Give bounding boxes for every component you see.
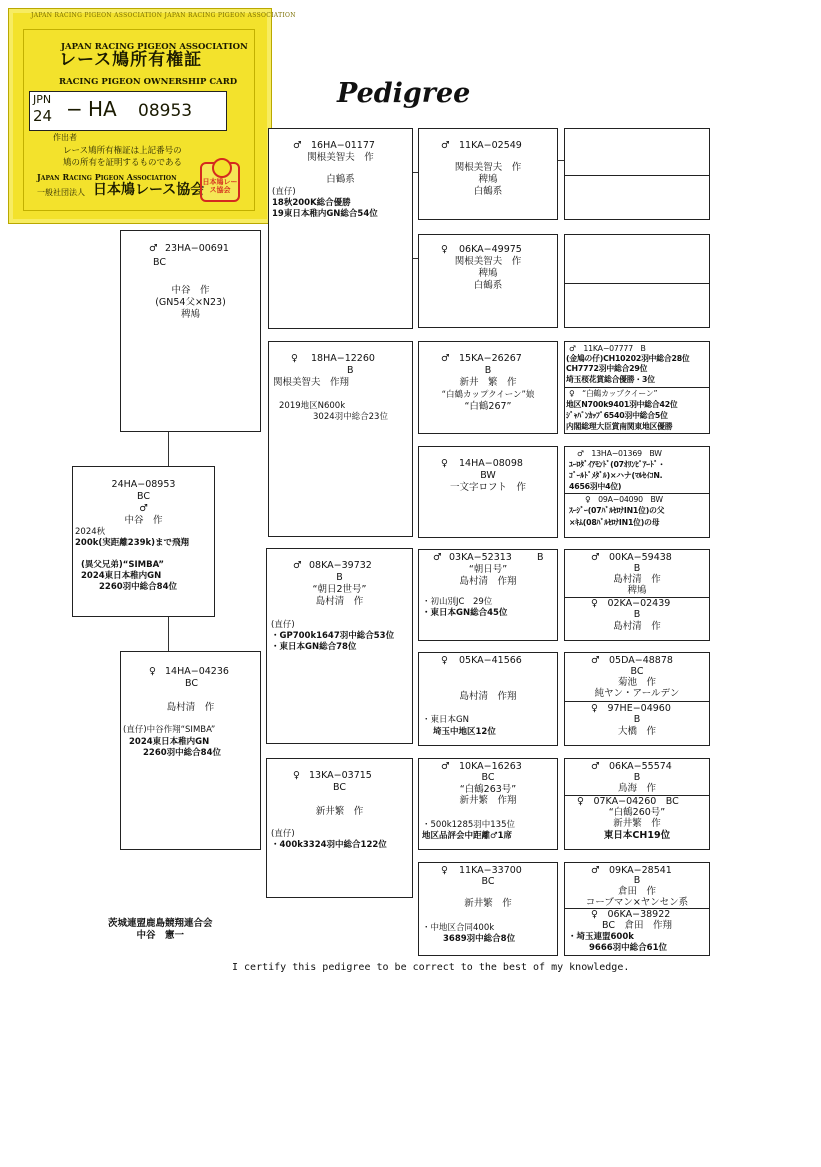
- g3-5-note: ・初山別JC 29位: [422, 597, 493, 607]
- g4-6-line: ♀ 97HE−04960: [591, 703, 671, 714]
- dam-note: 2260羽中総合84位: [143, 748, 221, 758]
- dam-sex: ♀: [149, 666, 156, 677]
- sire-box: [120, 230, 261, 432]
- card-issuer-label: 作出者: [53, 133, 77, 142]
- g2-box-4: [266, 758, 413, 898]
- g4-7-line: ♀ 07KA−04260 BC: [577, 796, 679, 807]
- connector-sire-subject: [168, 432, 169, 466]
- g3-4-breeder: 一文字ロフト 作: [449, 482, 526, 493]
- g3-3-breeder: 新井 繁 作: [459, 377, 517, 388]
- g4-box-4: [564, 446, 710, 538]
- card-assoc-en: JAPAN RACING PIGEON ASSOCIATION: [61, 42, 248, 52]
- card-title-en: RACING PIGEON OWNERSHIP CARD: [59, 77, 238, 87]
- g4-7-line: “白鶴260号”: [608, 807, 666, 818]
- dam-breeder: 島村清 作: [166, 702, 215, 713]
- g4-7-line: B: [633, 772, 641, 783]
- g2-3-note: (直仔): [271, 620, 295, 630]
- card-notice-line1: レース鳩所有権証は上記番号の: [63, 146, 182, 156]
- g3-6-ring: 05KA−41566: [459, 655, 522, 666]
- subject-note: (異父兄弟)“SIMBA”: [81, 560, 164, 570]
- dam-note: 2024東日本稚内GN: [129, 737, 210, 747]
- g2-3-breeder: 島村清 作: [315, 596, 364, 607]
- g4-4-line: ♂ 13HA−01369 BW: [577, 449, 662, 458]
- sire-sex: ♂: [149, 243, 158, 254]
- sire-color: BC: [153, 257, 166, 268]
- g2-1-breeder: 関根美智夫 作: [307, 152, 374, 163]
- g4-8-line: ・埼玉連盟600k: [568, 932, 634, 942]
- g4-box-3: [564, 341, 710, 434]
- connector-g3-g4: [557, 160, 564, 161]
- signature-block: [108, 918, 213, 942]
- g3-8-note: 3689羽中総合8位: [443, 934, 516, 944]
- g2-4-note: (直仔): [271, 829, 295, 839]
- g2-4-sex: ♀: [293, 770, 300, 781]
- g4-4-line: 4656羽中4位): [569, 482, 622, 491]
- g2-1-note: 19東日本稚内GN総合54位: [272, 209, 378, 219]
- sire-pair: (GN54父×N23): [155, 297, 226, 308]
- g4-7-line: 新井繁 作: [613, 818, 661, 829]
- g4-6-line: 菊池 作: [617, 677, 656, 688]
- connector-subject-dam: [168, 617, 169, 651]
- certification-statement: I certify this pedigree to be correct to the best of my knowledge.: [232, 962, 630, 973]
- g3-2-ring: 06KA−49975: [459, 244, 522, 255]
- g3-4-color: BW: [480, 470, 496, 481]
- g3-box-8: [418, 862, 558, 956]
- g3-8-ring: 11KA−33700: [459, 865, 522, 876]
- ring-number-box: [29, 91, 227, 131]
- g2-1-note: 18秋200K総合優勝: [272, 198, 351, 208]
- g4-8-line: コーブマン×ヤンセン系: [585, 897, 689, 908]
- g3-7-ring: 10KA−16263: [459, 761, 522, 772]
- g3-6-note: ・東日本GN: [422, 715, 469, 725]
- card-assoc-jp: 日本鳩レース協会: [93, 182, 205, 198]
- g4-2-divider: [565, 283, 709, 284]
- g2-3-color: B: [336, 572, 343, 583]
- g3-2-strain: 稗鳩: [478, 268, 498, 279]
- g3-6-sex: ♀: [441, 655, 448, 666]
- subject-sex: ♂: [139, 503, 148, 514]
- g4-8-line: B: [633, 875, 641, 886]
- g3-box-3: [418, 341, 558, 434]
- g4-6-line: 純ヤン・アールデン: [594, 688, 680, 699]
- g4-5-line: B: [633, 563, 641, 574]
- g4-5-line: 稗鳩: [627, 585, 647, 596]
- g2-box-3: [266, 548, 413, 744]
- g3-box-5: [418, 549, 558, 641]
- g4-box-5: [564, 549, 710, 641]
- g3-6-breeder: 島村清 作翔: [459, 691, 517, 702]
- g3-2-strain2: 白鶴系: [473, 280, 503, 291]
- g4-8-line: ♀ 06KA−38922: [591, 909, 671, 920]
- g3-3-color: B: [484, 365, 492, 376]
- dam-ring: 14HA−04236: [165, 666, 229, 677]
- subject-note: 2260羽中総合84位: [99, 582, 177, 592]
- g4-3-line: 地区N700k9401羽中総合42位: [566, 400, 678, 409]
- g3-7-breeder: 新井繁 作翔: [459, 795, 517, 806]
- subject-box: [72, 466, 215, 617]
- subject-ring: 24HA−08953: [111, 479, 176, 490]
- g4-6-line: ♂ 05DA−48878: [591, 655, 673, 666]
- g3-5-ring: 03KA−52313: [449, 552, 512, 563]
- g3-7-note: ・500k1285羽中135位: [422, 820, 516, 830]
- g2-2-note: 3024羽中総合23位: [313, 412, 388, 422]
- ring-year: 24: [33, 107, 53, 125]
- g4-5-line: ♂ 00KA−59438: [591, 552, 672, 563]
- ring-dash: −: [66, 97, 83, 121]
- ring-number: 08953: [138, 101, 193, 121]
- g2-4-ring: 13KA−03715: [309, 770, 372, 781]
- g4-5-line: 島村清 作: [613, 621, 661, 632]
- g3-4-ring: 14HA−08098: [459, 458, 523, 469]
- g2-4-breeder: 新井繁 作: [315, 806, 364, 817]
- g3-5-name: “朝日号”: [468, 564, 508, 575]
- g3-5-sex: ♂: [433, 552, 442, 563]
- g3-6-note: 埼玉中地区12位: [433, 727, 496, 737]
- association-seal-stamp: [200, 162, 240, 202]
- subject-note: 2024東日本稚内GN: [81, 571, 162, 581]
- g4-5-line: B: [633, 609, 641, 620]
- card-assoc-jp-prefix: 一般社団法人: [37, 188, 85, 197]
- g4-3-line: 埼玉桜花賞総合優勝・3位: [566, 375, 655, 384]
- g2-3-name: “朝日2世号”: [312, 584, 367, 595]
- g3-7-name: “白鶴263号”: [459, 784, 517, 795]
- signature-name: 中谷 憲一: [136, 930, 185, 941]
- g3-3-name2: “白鶴267”: [464, 401, 512, 412]
- g3-1-sex: ♂: [441, 140, 450, 151]
- g4-8-line: ♂ 09KA−28541: [591, 865, 672, 876]
- g4-box-8: [564, 862, 710, 956]
- g2-1-strain: 白鶴系: [326, 174, 355, 185]
- g2-2-sex: ♀: [291, 353, 298, 364]
- card-border-text: JAPAN RACING PIGEON ASSOCIATION JAPAN RACING PIGEON ASSOCIATION: [31, 12, 296, 19]
- card-assoc-en-small: Japan Racing Pigeon Association: [37, 172, 177, 182]
- g4-8-line: BC 倉田 作翔: [602, 920, 672, 931]
- g3-4-sex: ♀: [441, 458, 448, 469]
- subject-breeder: 中谷 作: [124, 515, 163, 526]
- g2-box-1: [268, 128, 413, 329]
- dam-note: (直仔)中谷作翔“SIMBA”: [123, 725, 216, 735]
- dam-box: [120, 651, 261, 850]
- seal-ring-icon: [212, 158, 232, 178]
- g2-3-note: ・東日本GN総合78位: [271, 642, 357, 652]
- g2-3-ring: 08KA−39732: [309, 560, 372, 571]
- g2-2-breeder: 関根美智夫 作翔: [273, 377, 350, 388]
- subject-note: 2024秋: [75, 527, 106, 537]
- g3-3-name: “白鶴カップクイーン”娘: [441, 390, 535, 400]
- g4-6-line: BC: [630, 666, 644, 677]
- g4-7-line: 鳥海 作: [617, 783, 656, 794]
- g3-8-color: BC: [481, 876, 495, 887]
- g3-8-note: ・中地区合同400k: [422, 923, 495, 933]
- g4-1-divider: [565, 175, 709, 176]
- g2-box-2: [268, 341, 413, 537]
- g4-box-2: [564, 234, 710, 328]
- g3-7-note: 地区品評会中距離♂1席: [422, 831, 513, 841]
- g4-3-line: CH7772羽中総合29位: [566, 364, 648, 373]
- g4-7-line: 東日本CH19位: [603, 830, 671, 841]
- g4-4-line: ♀ 09A−04090 BW: [585, 495, 663, 504]
- g4-6-line: 大橋 作: [617, 726, 656, 737]
- g3-box-2: [418, 234, 558, 328]
- card-title-jp: レース鳩所有権証: [59, 50, 203, 70]
- g3-2-breeder: 関根美智夫 作: [454, 256, 522, 267]
- g4-6-line: B: [633, 714, 641, 725]
- g4-box-1: [564, 128, 710, 220]
- g3-3-sex: ♂: [441, 353, 450, 364]
- g3-box-1: [418, 128, 558, 220]
- g3-8-sex: ♀: [441, 865, 448, 876]
- g3-1-breeder: 関根美智夫 作: [454, 162, 522, 173]
- g4-3-line: ♀ “白鶴カップクイーン”: [569, 389, 658, 398]
- ring-country: JPN: [33, 93, 52, 106]
- g2-3-note: ・GP700k1647羽中総合53位: [271, 631, 395, 641]
- g4-box-7: [564, 758, 710, 850]
- g2-2-color: B: [347, 365, 354, 376]
- g3-8-breeder: 新井繁 作: [464, 898, 512, 909]
- g2-3-sex: ♂: [293, 560, 302, 571]
- g4-8-line: 倉田 作: [617, 886, 656, 897]
- sire-strain: 稗鳩: [180, 309, 200, 320]
- g4-3-line: ♂ 11KA−07777 B: [569, 344, 646, 353]
- g2-1-note: (直仔): [272, 187, 296, 197]
- subject-note: 200k(実距離239k)まで飛翔: [75, 538, 190, 548]
- g3-5-color: B: [537, 552, 544, 563]
- ring-code: HA: [88, 97, 117, 121]
- signature-org: 茨城連盟鹿島競翔連合会: [108, 918, 213, 929]
- g4-4-line: ﾕｰﾛﾀﾞｲｱﾓﾝﾄﾞ(07ｵﾘﾝﾋﾟｱｰﾄﾞ・: [569, 460, 666, 469]
- g2-4-color: BC: [333, 782, 346, 793]
- g4-3-line: ｼﾞｬﾊﾟﾝｶｯﾌﾟ6540羽中総合5位: [566, 411, 668, 420]
- g4-4-line: ｺﾞｰﾙﾄﾞﾒﾀﾞﾙ)×ハナ(ﾏﾙｾｲｺN.: [569, 471, 663, 480]
- g4-8-line: 9666羽中総合61位: [589, 943, 667, 953]
- dam-color: BC: [185, 678, 198, 689]
- g4-5-line: 島村清 作: [613, 574, 661, 585]
- g3-box-6: [418, 652, 558, 746]
- page-title: Pedigree: [337, 78, 471, 109]
- g3-1-strain: 稗鳩: [478, 174, 498, 185]
- sire-breeder: 中谷 作: [171, 285, 210, 296]
- g3-5-note: ・東日本GN総合45位: [422, 608, 508, 618]
- g3-box-4: [418, 446, 558, 538]
- g4-4-line: ｽｰｼﾞｰ(07ﾊﾞﾙｾﾛﾅIN1位)の父: [569, 506, 665, 515]
- g4-box-6: [564, 652, 710, 746]
- g3-1-strain2: 白鶴系: [473, 186, 503, 197]
- g2-4-note: ・400k3324羽中総合122位: [271, 840, 387, 850]
- seal-text: 日本鳩レース協会: [202, 178, 238, 194]
- g4-6-divider: [565, 701, 709, 702]
- g2-2-ring: 18HA−12260: [311, 353, 375, 364]
- g4-3-line: (金鳩の仔)CH10202羽中総合28位: [566, 354, 690, 363]
- g3-7-sex: ♂: [441, 761, 450, 772]
- g2-1-sex: ♂: [293, 140, 302, 151]
- sire-ring: 23HA−00691: [165, 243, 229, 254]
- g4-4-line: ×ｷﾑ(08ﾊﾞﾙｾﾛﾅIN1位)の母: [569, 518, 660, 527]
- g3-7-color: BC: [481, 772, 495, 783]
- g2-1-ring: 16HA−01177: [311, 140, 375, 151]
- g3-box-7: [418, 758, 558, 850]
- g3-1-ring: 11KA−02549: [459, 140, 522, 151]
- g3-2-sex: ♀: [441, 244, 448, 255]
- card-notice-line2: 鳩の所有を証明するものである: [63, 158, 183, 168]
- subject-color: BC: [137, 491, 150, 502]
- g4-3-line: 内閣総理大臣賞南関東地区優勝: [566, 422, 673, 431]
- g4-5-line: ♀ 02KA−02439: [591, 598, 671, 609]
- g3-3-ring: 15KA−26267: [459, 353, 522, 364]
- g3-5-breeder: 島村清 作翔: [459, 576, 517, 587]
- g2-2-note: 2019地区N600k: [279, 401, 346, 411]
- g4-7-line: ♂ 06KA−55574: [591, 761, 672, 772]
